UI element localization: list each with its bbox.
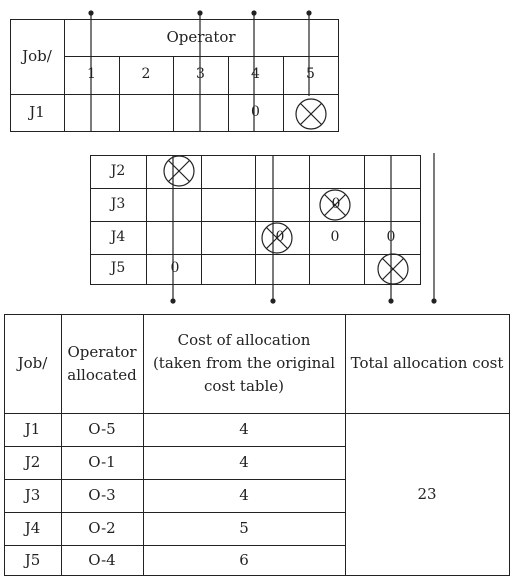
total-allocation-value: 23 (417, 484, 437, 503)
zero-j4-a: 0 (275, 229, 285, 246)
zero-j1-op4: 0 (251, 103, 260, 120)
alloc-header-cost-l2: (taken from the original (152, 354, 336, 373)
assigned-zero-j2 (164, 156, 194, 186)
job-header: Job/ (22, 47, 52, 66)
alloc-header-operator-l1: Operator (67, 342, 137, 361)
alloc-row-operator: O-2 (88, 519, 116, 538)
zero-j4-c: 0 (386, 229, 396, 246)
alloc-header-job: Job/ (17, 354, 48, 373)
alloc-header-cost-l1: Cost of allocation (177, 331, 311, 350)
row-label-j4: J4 (110, 228, 126, 245)
operator-col-3: 3 (196, 66, 205, 83)
alloc-row-cost: 4 (239, 453, 249, 472)
alloc-header-operator-l2: allocated (67, 365, 137, 384)
alloc-row-cost: 4 (239, 486, 249, 505)
alloc-row-cost: 6 (239, 550, 249, 569)
assigned-zero-j1 (296, 99, 326, 129)
row-label-j5: J5 (110, 260, 126, 277)
alloc-row-cost: 4 (239, 420, 249, 439)
operator-col-1: 1 (87, 66, 96, 83)
assigned-zero-j5 (378, 254, 408, 284)
zero-j5: 0 (170, 260, 180, 277)
operator-col-4: 4 (251, 66, 260, 83)
alloc-header-cost (143, 314, 345, 413)
alloc-header-total: Total allocation cost (350, 354, 504, 373)
zero-j3: 0 (331, 196, 341, 213)
alloc-header-cost-l3: cost table) (203, 376, 285, 395)
alloc-row-operator: O-1 (88, 453, 116, 472)
alloc-row-job: J3 (24, 486, 41, 505)
alloc-row-job: J4 (24, 519, 41, 538)
zero-j4-b: 0 (330, 229, 340, 246)
alloc-row-job: J1 (24, 420, 41, 439)
operator-col-5: 5 (306, 66, 315, 83)
operator-col-2: 2 (141, 66, 151, 83)
alloc-row-job: J2 (24, 453, 41, 472)
alloc-row-cost: 5 (239, 519, 249, 538)
alloc-row-job: J5 (24, 550, 41, 569)
row-label-j1: J1 (29, 103, 45, 122)
row-label-j3: J3 (110, 195, 126, 212)
row-label-j2: J2 (110, 162, 126, 179)
operator-header: Operator (166, 28, 236, 47)
alloc-row-operator: O-4 (88, 550, 116, 569)
alloc-row-operator: O-5 (88, 420, 116, 439)
alloc-row-operator: O-3 (88, 486, 116, 505)
alloc-header-operator (61, 314, 143, 413)
